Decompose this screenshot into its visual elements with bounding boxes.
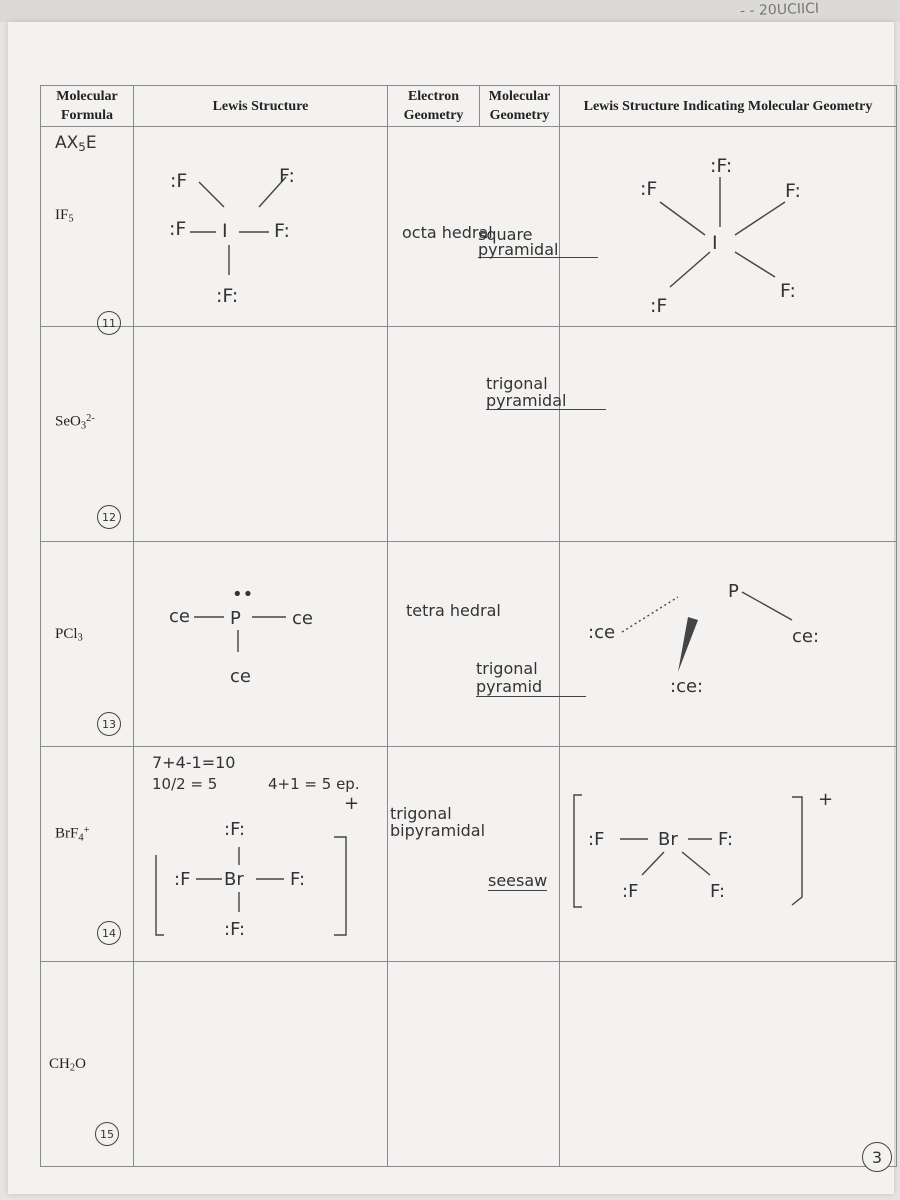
svg-text:I: I [222, 220, 228, 242]
molecular-geometry: seesaw [488, 871, 548, 890]
page-number: 3 [862, 1142, 892, 1172]
svg-text:ce: ce [169, 606, 190, 627]
svg-text:F:: F: [274, 220, 290, 242]
lewis-structure-pcl3 [134, 542, 388, 747]
svg-text:F:: F: [290, 869, 306, 890]
svg-text:••: •• [232, 584, 254, 605]
svg-text:P: P [728, 581, 739, 602]
formula: BrF$_4$+ [55, 825, 90, 844]
header-lewis: Lewis Structure [134, 86, 388, 127]
row-brf4 [41, 747, 897, 962]
svg-text:F:: F: [710, 881, 726, 902]
svg-text:Br: Br [224, 869, 244, 890]
electron-geometry: tetra hedral [406, 601, 501, 620]
lewis-indicating-cell [560, 327, 897, 542]
row-seo3 [41, 327, 897, 542]
lewis-cell [134, 127, 388, 327]
question-number: 15 [95, 1122, 119, 1146]
svg-text::F: :F [170, 170, 188, 192]
lewis-cell [134, 542, 388, 747]
geometry-cell [388, 127, 560, 327]
molecular-geometry: trigonal pyramidal [486, 375, 606, 410]
svg-text::ce: :ce [588, 622, 616, 643]
svg-text:P: P [230, 608, 241, 629]
formula-cell [41, 542, 134, 747]
header-row [41, 86, 897, 127]
svg-text::ce:: :ce: [670, 676, 704, 697]
lewis-indicating-cell [560, 962, 897, 1167]
svg-text:ce: ce [292, 608, 313, 629]
svg-text:I: I [712, 232, 718, 254]
lewis-cell [134, 327, 388, 542]
geometry-cell [388, 962, 560, 1167]
geometry-drawing-pcl3 [560, 542, 897, 747]
electron-pairs: 4+1 = 5 ep. [268, 775, 360, 793]
electron-geometry: octa hedral [402, 223, 493, 242]
header-lewis-indicating: Lewis Structure Indicating Molecular Geometry [560, 86, 897, 127]
question-number: 13 [97, 712, 121, 736]
svg-text:F:: F: [279, 165, 295, 187]
geometry-drawing-brf4 [560, 747, 897, 962]
question-number: 11 [97, 311, 121, 335]
svg-text::F: :F [640, 178, 658, 200]
geometry-cell [388, 747, 560, 962]
worksheet-table [40, 85, 897, 1167]
lewis-cell [134, 747, 388, 962]
svg-text::F: :F [588, 829, 605, 850]
svg-text:Br: Br [658, 829, 678, 850]
header-electron-geometry: Electron Geometry [388, 86, 480, 127]
svg-text::F:: :F: [216, 285, 239, 307]
row-ch2o [41, 962, 897, 1167]
lewis-indicating-cell [560, 127, 897, 327]
header-formula: Molecular Formula [41, 86, 134, 127]
lewis-indicating-cell [560, 542, 897, 747]
svg-text::F: :F [622, 881, 639, 902]
formula-cell [41, 327, 134, 542]
electron-geometry: trigonal bipyramidal [390, 804, 486, 840]
row-if5 [41, 127, 897, 327]
question-number: 14 [97, 921, 121, 945]
formula: PCl$_3$ [55, 626, 83, 644]
lewis-indicating-cell [560, 747, 897, 962]
svg-text::F:: :F: [710, 155, 733, 177]
electron-count: 7+4-1=10 [152, 753, 236, 772]
formula-cell [41, 962, 134, 1167]
svg-text:F:: F: [780, 280, 796, 302]
formula: $CH_2O$ [49, 1056, 86, 1074]
pair-count: 10/2 = 5 [152, 775, 218, 793]
formula: $IF_5$ [55, 207, 74, 225]
geometry-cell [388, 542, 560, 747]
geometry-drawing-if5 [560, 127, 897, 327]
svg-text:ce:: ce: [792, 626, 820, 647]
svg-text:F:: F: [718, 829, 734, 850]
molecular-geometry: square pyramidal [478, 227, 598, 258]
svg-text::F: :F [174, 869, 191, 890]
question-number: 12 [97, 505, 121, 529]
formula-cell [41, 127, 134, 330]
row-pcl3 [41, 542, 897, 747]
svg-text::F: :F [650, 295, 668, 317]
svg-text:+: + [344, 793, 360, 814]
svg-text::F: :F [169, 218, 187, 240]
formula: SeO$_3^{2-}$ [55, 413, 95, 432]
top-scribble: - - 20UCIICI [739, 0, 820, 20]
formula-cell [41, 747, 134, 962]
lewis-cell [134, 962, 388, 1167]
lewis-structure-if5 [134, 127, 388, 327]
svg-text:+: + [818, 789, 834, 810]
geometry-cell [388, 327, 567, 542]
molecular-geometry: trigonal pyramid [476, 660, 586, 697]
lewis-structure-brf4 [134, 747, 388, 962]
svg-text::F:: :F: [224, 819, 246, 840]
svg-text::F:: :F: [224, 919, 246, 940]
axe-note: $AX_5E$ [55, 133, 97, 154]
svg-text:F:: F: [785, 180, 801, 202]
svg-text:ce: ce [230, 666, 251, 687]
header-molecular-geometry: Molecular Geometry [480, 86, 560, 127]
